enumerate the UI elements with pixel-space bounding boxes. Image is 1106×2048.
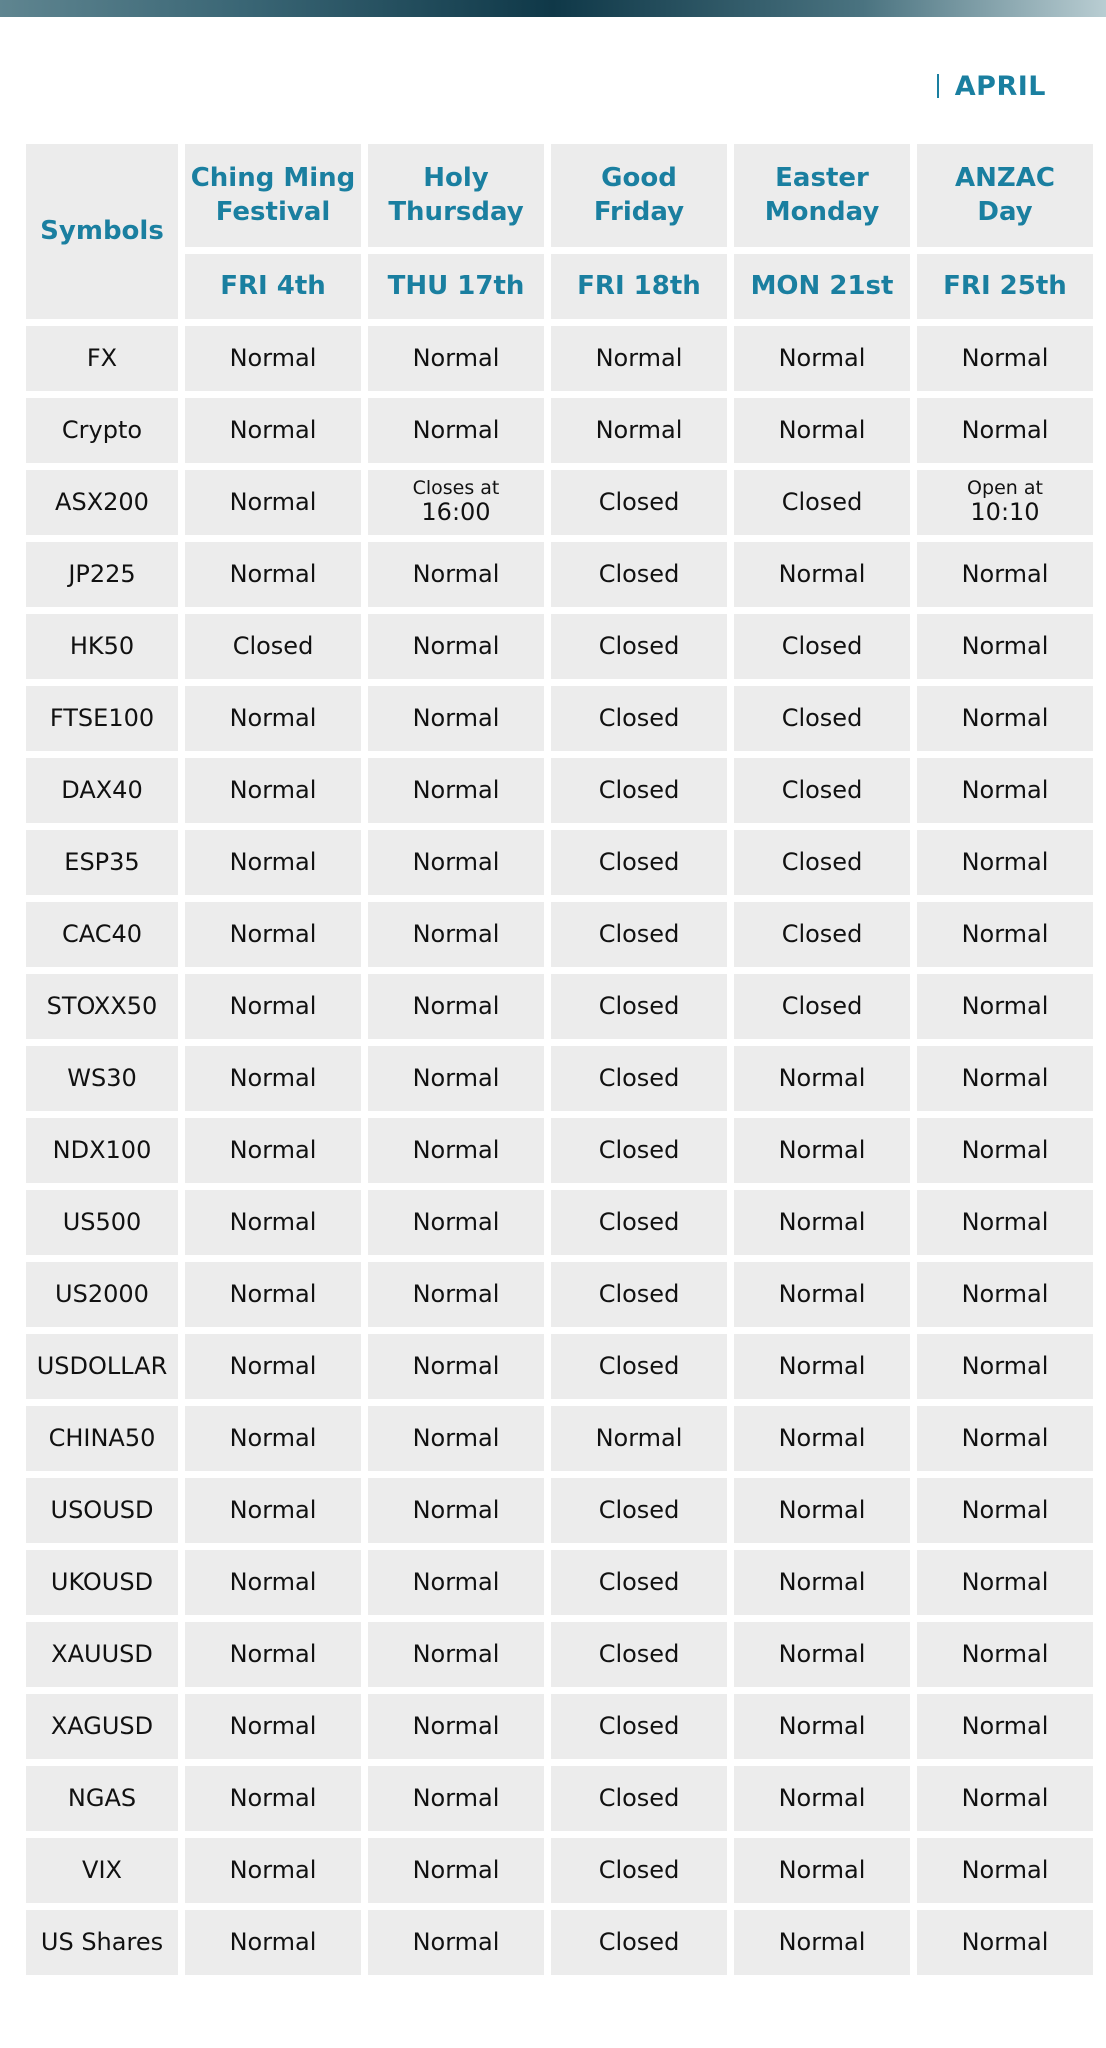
symbol-cell: JP225 — [26, 542, 178, 607]
status-cell: Normal — [917, 758, 1093, 823]
status-cell: Normal — [734, 1910, 910, 1975]
symbol-cell: ASX200 — [26, 470, 178, 535]
status-cell: Closed — [551, 1550, 727, 1615]
status-cell: Closed — [734, 902, 910, 967]
status-cell: Normal — [917, 1766, 1093, 1831]
status-cell: Normal — [917, 1046, 1093, 1111]
holiday-date-header: FRI 18th — [551, 254, 727, 319]
status-cell: Normal — [734, 326, 910, 391]
holiday-schedule-table — [26, 144, 1089, 1975]
symbol-cell: Crypto — [26, 398, 178, 463]
status-cell: Normal — [734, 542, 910, 607]
status-cell: Normal — [368, 1910, 544, 1975]
status-cell: Normal — [368, 1694, 544, 1759]
status-cell: Normal — [917, 1262, 1093, 1327]
status-cell: Normal — [185, 1550, 361, 1615]
symbol-cell: CHINA50 — [26, 1406, 178, 1471]
symbol-cell: HK50 — [26, 614, 178, 679]
status-cell: Normal — [185, 1622, 361, 1687]
holiday-name-header: ANZAC Day — [917, 144, 1093, 247]
status-cell: Normal — [368, 1406, 544, 1471]
status-note: Closes at — [412, 477, 500, 500]
month-heading — [937, 68, 1046, 104]
symbol-cell: XAGUSD — [26, 1694, 178, 1759]
status-cell: Normal — [185, 1910, 361, 1975]
status-cell: Normal — [185, 1118, 361, 1183]
symbol-cell: US Shares — [26, 1910, 178, 1975]
status-cell: Normal — [917, 686, 1093, 751]
status-cell: Closed — [734, 830, 910, 895]
status-cell: Normal — [185, 902, 361, 967]
status-cell: Normal — [734, 1406, 910, 1471]
holiday-date-header: FRI 25th — [917, 254, 1093, 319]
status-cell: Normal — [185, 1046, 361, 1111]
status-cell: Normal — [734, 1118, 910, 1183]
status-cell: Closed — [551, 614, 727, 679]
symbol-cell: FX — [26, 326, 178, 391]
status-cell: Closed — [551, 1334, 727, 1399]
status-cell: Closed — [734, 470, 910, 535]
status-cell: Normal — [551, 1406, 727, 1471]
status-cell: Normal — [185, 686, 361, 751]
status-cell: Normal — [185, 1190, 361, 1255]
status-cell: Closed — [551, 1190, 727, 1255]
holiday-name-header: Holy Thursday — [368, 144, 544, 247]
status-cell: Closed — [551, 1478, 727, 1543]
status-cell — [917, 470, 1093, 535]
symbol-cell: USOUSD — [26, 1478, 178, 1543]
status-cell: Normal — [734, 1046, 910, 1111]
symbol-cell: US500 — [26, 1190, 178, 1255]
status-cell: Closed — [551, 1838, 727, 1903]
status-cell: Closed — [734, 974, 910, 1039]
status-cell: Normal — [368, 326, 544, 391]
status-cell: Normal — [185, 326, 361, 391]
symbol-cell: CAC40 — [26, 902, 178, 967]
status-cell: Normal — [917, 1406, 1093, 1471]
status-cell: Normal — [368, 1838, 544, 1903]
status-time: 16:00 — [421, 498, 491, 527]
status-note: Open at — [967, 477, 1043, 500]
status-cell: Closed — [551, 1910, 727, 1975]
status-cell: Normal — [368, 1478, 544, 1543]
status-cell: Normal — [368, 902, 544, 967]
status-cell: Normal — [734, 1478, 910, 1543]
status-cell: Closed — [551, 974, 727, 1039]
status-cell: Normal — [368, 1262, 544, 1327]
status-cell: Normal — [368, 830, 544, 895]
status-cell: Closed — [734, 686, 910, 751]
status-cell: Normal — [917, 542, 1093, 607]
status-cell: Normal — [368, 1190, 544, 1255]
status-cell: Closed — [551, 1118, 727, 1183]
status-cell: Normal — [185, 1694, 361, 1759]
holiday-date-header: FRI 4th — [185, 254, 361, 319]
status-cell: Normal — [185, 1838, 361, 1903]
status-cell: Normal — [917, 830, 1093, 895]
status-cell: Closed — [551, 1694, 727, 1759]
symbol-cell: ESP35 — [26, 830, 178, 895]
symbol-cell: NGAS — [26, 1766, 178, 1831]
symbol-cell: VIX — [26, 1838, 178, 1903]
top-gradient-bar — [0, 0, 1106, 17]
symbol-cell: STOXX50 — [26, 974, 178, 1039]
status-cell: Normal — [917, 1478, 1093, 1543]
status-cell: Normal — [185, 1766, 361, 1831]
status-cell: Normal — [185, 542, 361, 607]
status-cell: Normal — [185, 1478, 361, 1543]
status-cell: Normal — [917, 902, 1093, 967]
status-cell: Closed — [551, 470, 727, 535]
status-cell: Normal — [368, 1118, 544, 1183]
status-cell: Normal — [185, 758, 361, 823]
status-cell: Normal — [368, 614, 544, 679]
status-cell: Closed — [551, 1046, 727, 1111]
status-cell: Normal — [917, 1694, 1093, 1759]
symbol-cell: DAX40 — [26, 758, 178, 823]
status-cell: Closed — [551, 1622, 727, 1687]
status-cell: Normal — [551, 398, 727, 463]
status-cell: Normal — [734, 1550, 910, 1615]
symbol-cell: USDOLLAR — [26, 1334, 178, 1399]
status-cell: Normal — [734, 1190, 910, 1255]
status-cell: Normal — [917, 1910, 1093, 1975]
status-cell: Normal — [734, 398, 910, 463]
symbol-cell: NDX100 — [26, 1118, 178, 1183]
symbol-cell: UKOUSD — [26, 1550, 178, 1615]
status-cell: Closed — [551, 542, 727, 607]
status-cell: Normal — [917, 1838, 1093, 1903]
status-cell: Normal — [734, 1262, 910, 1327]
status-cell: Normal — [368, 686, 544, 751]
month-label: APRIL — [954, 70, 1046, 102]
status-cell: Closed — [551, 686, 727, 751]
status-time: 10:10 — [970, 498, 1040, 527]
status-cell: Normal — [734, 1622, 910, 1687]
status-cell: Closed — [551, 902, 727, 967]
status-cell: Closed — [734, 614, 910, 679]
symbol-cell: XAUUSD — [26, 1622, 178, 1687]
month-divider — [937, 74, 939, 98]
status-cell: Normal — [368, 758, 544, 823]
status-cell: Normal — [185, 830, 361, 895]
status-cell: Normal — [368, 1046, 544, 1111]
status-cell: Normal — [734, 1838, 910, 1903]
status-cell: Normal — [734, 1334, 910, 1399]
holiday-name-header: Good Friday — [551, 144, 727, 247]
symbol-cell: US2000 — [26, 1262, 178, 1327]
status-cell — [368, 470, 544, 535]
status-cell: Normal — [917, 1622, 1093, 1687]
status-cell: Normal — [185, 1406, 361, 1471]
status-cell: Normal — [917, 1550, 1093, 1615]
status-cell: Normal — [368, 398, 544, 463]
status-cell: Normal — [917, 326, 1093, 391]
status-cell: Normal — [734, 1694, 910, 1759]
status-cell: Normal — [368, 1334, 544, 1399]
status-cell: Normal — [368, 974, 544, 1039]
status-cell: Normal — [917, 1334, 1093, 1399]
holiday-date-header: MON 21st — [734, 254, 910, 319]
symbol-cell: FTSE100 — [26, 686, 178, 751]
status-cell: Normal — [185, 974, 361, 1039]
status-cell: Normal — [185, 398, 361, 463]
status-cell: Normal — [917, 1118, 1093, 1183]
status-cell: Closed — [185, 614, 361, 679]
holiday-name-header: Ching Ming Festival — [185, 144, 361, 247]
status-cell: Normal — [368, 1550, 544, 1615]
status-cell: Normal — [368, 542, 544, 607]
status-cell: Normal — [185, 1334, 361, 1399]
status-cell: Normal — [917, 974, 1093, 1039]
holiday-name-header: Easter Monday — [734, 144, 910, 247]
status-cell: Normal — [917, 398, 1093, 463]
status-cell: Normal — [368, 1766, 544, 1831]
status-cell: Normal — [734, 1766, 910, 1831]
status-cell: Closed — [551, 1262, 727, 1327]
status-cell: Normal — [917, 1190, 1093, 1255]
status-cell: Closed — [551, 830, 727, 895]
status-cell: Normal — [185, 1262, 361, 1327]
symbols-header: Symbols — [26, 144, 178, 319]
status-cell: Normal — [551, 326, 727, 391]
holiday-date-header: THU 17th — [368, 254, 544, 319]
status-cell: Closed — [551, 1766, 727, 1831]
status-cell: Closed — [551, 758, 727, 823]
status-cell: Normal — [917, 614, 1093, 679]
status-cell: Normal — [368, 1622, 544, 1687]
status-cell: Closed — [734, 758, 910, 823]
symbol-cell: WS30 — [26, 1046, 178, 1111]
status-cell: Normal — [185, 470, 361, 535]
